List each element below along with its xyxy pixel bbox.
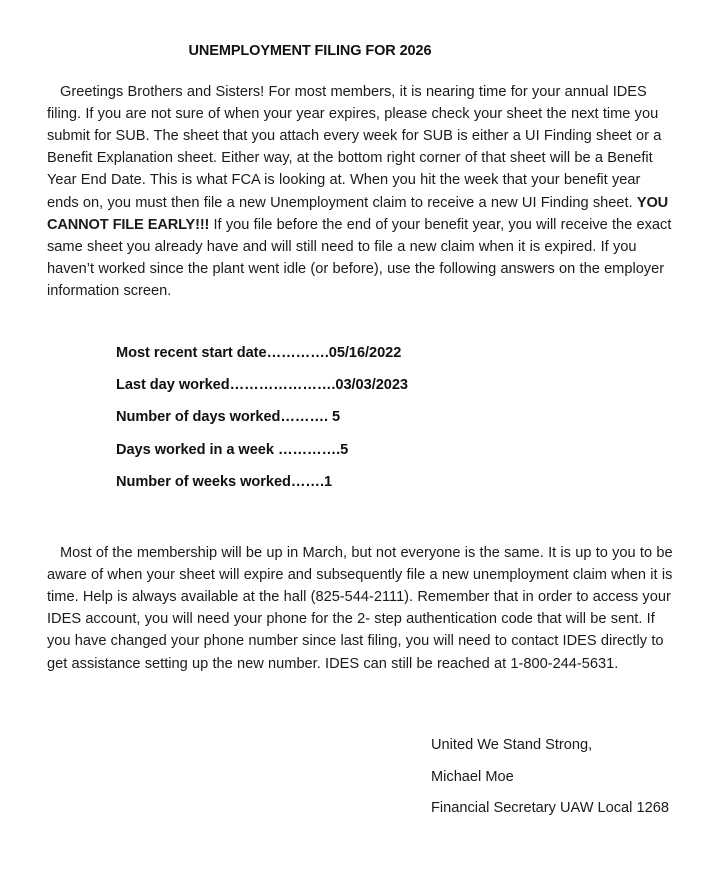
answer-value: 03/03/2023 <box>335 377 408 394</box>
answer-value: 5 <box>340 441 349 458</box>
employer-information-answers <box>116 337 546 498</box>
answer-row <box>116 401 546 433</box>
answer-label: Number of weeks worked <box>116 473 291 490</box>
paragraph-intro-part2: If you file before the end of your benefit year, you will receive the exact same sheet you already have and will still need to file a new claim when it is expired. If you haven’t worked since the plant went idle (or before), use the following answers on the employer information screen. <box>47 216 672 300</box>
answer-row <box>116 434 546 466</box>
answer-label: Days worked in a week <box>116 441 278 458</box>
answer-dots: ……. <box>290 473 324 490</box>
answer-dots: …………. <box>266 345 329 361</box>
page-title: UNEMPLOYMENT FILING FOR 2026 <box>188 42 432 59</box>
answer-value: 5 <box>328 409 341 426</box>
answer-dots: …………………. <box>229 377 336 394</box>
answer-row <box>116 369 546 401</box>
paragraph-intro-part1: Greetings Brothers and Sisters! For most members, it is nearing time for your annual IDES filing. If you are not sure of when your year expires, please check your sheet the next time you submit for SUB. The sheet that you attach every week for SUB is either a UI Finding sheet or a Benefit Explanation sheet. Either way, at the bottom right corner of that sheet will be a Benefit Year End Date. This is what FCA is looking at. When you hit the week that your benefit year ends on, you must then file a new Unemployment claim to receive a new UI Finding sheet. <box>47 83 662 211</box>
paragraph-closing-info: Most of the membership will be up in March, but not everyone is the same. It is up to you to be aware of when your sheet will expire and subsequently file a new unemployment claim when it is time. Help is always available at the hall (825-544-2111). Remember that in order to access your IDES account, you will need your phone for the 2- step authentication code that will be sent. If you have changed your phone number since last filing, you will need to contact IDES directly to get assistance setting up the new number. IDES can still be reached at 1-800-244-5631. <box>47 544 673 672</box>
signature-role: Financial Secretary UAW Local 1268 <box>431 800 669 816</box>
warning-emphasis-text: YOU CANNOT FILE EARLY!!! <box>47 194 669 233</box>
answer-row <box>116 337 546 369</box>
signature-closing: United We Stand Strong, <box>431 737 593 753</box>
answer-label: Last day worked <box>116 377 230 394</box>
answer-dots: …………. <box>277 441 341 458</box>
signature-block <box>431 730 711 825</box>
answer-value: 05/16/2022 <box>328 345 402 361</box>
answer-label: Number of days worked <box>116 409 281 426</box>
answer-dots: ………. <box>280 409 329 426</box>
answer-value: 1 <box>323 473 333 490</box>
signature-name: Michael Moe <box>431 768 514 785</box>
paragraph-intro <box>47 81 673 303</box>
answer-label: Most recent start date <box>116 345 267 361</box>
answer-row <box>116 466 546 498</box>
